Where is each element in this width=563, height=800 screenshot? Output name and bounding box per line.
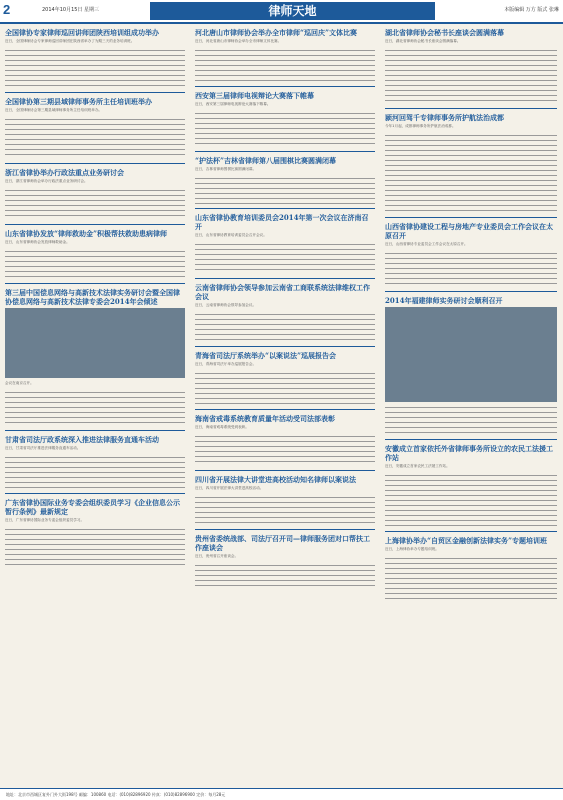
article-body: 近日，河北省唐山市律师协会举办全市律师文体比赛。	[195, 39, 282, 43]
divider	[195, 470, 375, 471]
article-text-block	[195, 242, 375, 274]
divider	[5, 283, 185, 284]
headline: 全国律协第三期县域律师事务所主任培训班举办	[5, 97, 152, 106]
article-text-block	[195, 48, 375, 82]
headline: 四川省开展法律大讲堂进高校活动知名律师以案说法	[195, 475, 356, 484]
headline: 安徽成立首家依托外省律师事务所设立的农民工法援工作站	[385, 444, 553, 462]
divider	[5, 493, 185, 494]
section-banner: 律师天地	[150, 2, 435, 20]
divider	[195, 278, 375, 279]
article-text-block	[385, 473, 557, 527]
editors-credit: 本版编辑 万方 版式 张琳	[504, 7, 559, 13]
headline: 甘肃省司法厅政系统深入推进法律服务直通车活动	[5, 435, 159, 444]
divider	[5, 224, 185, 225]
article-body: 今年1月起，成都律师事务所护航法治成都。	[385, 124, 456, 128]
article-body: 近日，安徽成立首家农民工法援工作站。	[385, 464, 450, 468]
headline: 贵州省委统战部、司法厅召开司—律师服务团对口帮扶工作座谈会	[195, 534, 370, 552]
conference-photo	[5, 308, 185, 378]
article-text-block	[385, 251, 557, 287]
article-body: 近日，西安第三届律师电视辩论大赛落下帷幕。	[195, 102, 271, 106]
middle-column	[195, 28, 375, 591]
divider	[385, 531, 557, 532]
article-body: 近日，山东省律师协会发放律师救助金。	[5, 240, 70, 244]
article-text-block	[195, 495, 375, 525]
divider	[385, 108, 557, 109]
article-text-block	[195, 563, 375, 587]
headline: 全国律协专家律师巡回讲师团陕西培训组成功举办	[5, 28, 159, 37]
headline: 山东省律协教育培训委员会2014年第一次会议在济南召开	[195, 213, 369, 231]
article-body: 近日，浙江省律师协会举办行政法重点业务研讨会。	[5, 179, 88, 183]
headline: 浙江省律协举办行政法重点业务研讨会	[5, 168, 124, 177]
article-body: 近日，甘肃省司法厅推进法律服务直通车活动。	[5, 446, 81, 450]
article-body: 近日，上海律协举办专题培训班。	[385, 547, 439, 551]
article-body: 近日，青海省司法厅举办巡展报告会。	[195, 362, 257, 366]
page-header	[0, 0, 563, 24]
headline: 上海律协举办“自贸区金融创新法律实务”专题培训班	[385, 536, 548, 545]
article-body: 近日，海南省戒毒系统受到表彰。	[195, 425, 249, 429]
headline: 河北唐山市律师协会举办全市律师“巡回庆”文体比赛	[195, 28, 358, 37]
headline: 西安第三届律师电视辩论大赛落下帷幕	[195, 91, 314, 100]
conference-photo	[385, 307, 557, 402]
divider	[195, 151, 375, 152]
article-body: 近日，山东省律协教育培训委员会召开会议。	[195, 233, 267, 237]
article-body: 近日，山西省律协专业委员会工作会议在太原召开。	[385, 242, 468, 246]
divider	[385, 439, 557, 440]
article-text-block	[5, 48, 185, 88]
headline: 山西省律协建设工程与房地产专业委员会工作会议在太原召开	[385, 222, 553, 240]
article-text-block	[385, 405, 557, 435]
article-text-block	[195, 176, 375, 204]
divider	[195, 529, 375, 530]
article-text-block	[385, 48, 557, 104]
article-body: 近日，贵州省召开座谈会。	[195, 554, 239, 558]
divider	[385, 217, 557, 218]
article-text-block	[5, 249, 185, 279]
photo-headline: 2014年福建律师实务研讨会顺利召开	[385, 296, 503, 305]
article-body: 近日，全国律师协会第三期县域律师事务所主任培训班举办。	[5, 108, 103, 112]
article-text-block	[195, 434, 375, 466]
article-body: 近日，云南省律师协会领导参加会议。	[195, 303, 257, 307]
headline: 湖北省律师协会秘书长座谈会圆满落幕	[385, 28, 504, 37]
divider	[195, 86, 375, 87]
article-body: 近日，全国律师协会专家律师巡回讲师团在陕西省举办了为期三天的业务培训班。	[5, 39, 135, 43]
article-body: 会议在南京召开。	[5, 381, 34, 385]
left-column	[5, 28, 185, 571]
article-text-block	[5, 117, 185, 159]
article-body: 近日，广东省律协国际业务专委会组织委员学习。	[5, 518, 85, 522]
article-body: 近日，吉林省律师围棋比赛圆满闭幕。	[195, 167, 257, 171]
headline: 第三届中国偿息网络与高新技术法律实务研讨会暨全国律协偿息网络与高新技术法律专委会2014年会倾述	[5, 288, 180, 306]
divider	[195, 208, 375, 209]
divider	[195, 409, 375, 410]
right-column	[385, 28, 557, 604]
divider	[5, 92, 185, 93]
article-text-block	[5, 527, 185, 567]
article-text-block	[5, 455, 185, 489]
article-text-block	[5, 390, 185, 426]
headline: “护法杯”吉林省律师第八届围棋比赛圆满闭幕	[195, 156, 337, 165]
headline: 海南省戒毒系统教育质量年活动受司法部表彰	[195, 414, 335, 423]
article-body: 近日，四川省开展法律大讲堂进高校活动。	[195, 486, 264, 490]
issue-date: 2014年10月15日 星期三	[42, 7, 100, 13]
headline: 云南省律师协会领导参加云南省工商联系统法律维权工作会议	[195, 283, 370, 301]
divider	[5, 163, 185, 164]
page-number: 2	[3, 2, 11, 17]
article-text-block	[385, 133, 557, 213]
divider	[5, 430, 185, 431]
article-text-block	[195, 312, 375, 342]
article-text-block	[195, 371, 375, 405]
headline: 青海省司法厅系统举办“以案说法”巡展报告会	[195, 351, 337, 360]
article-text-block	[195, 111, 375, 147]
page-footer: 地址：北京市西城区复外门外大街198号 邮编：100860 电话：(010)82896920 传真：(010)82896900 定价：每月28元	[0, 788, 563, 800]
headline: 山东省律协发放“律师救助金”积极帮扶救助患病律师	[5, 229, 168, 238]
divider	[195, 346, 375, 347]
divider	[385, 291, 557, 292]
article-body: 近日，湖北省律师协会秘书长座谈会圆满落幕。	[385, 39, 461, 43]
headline: 颍河回驾千专律师事务所护航法治成都	[385, 113, 504, 122]
article-text-block	[5, 188, 185, 220]
article-text-block	[385, 556, 557, 600]
headline: 广东省律协国际业务专委会组织委员学习《企业信息公示暂行条例》最新规定	[5, 498, 180, 516]
